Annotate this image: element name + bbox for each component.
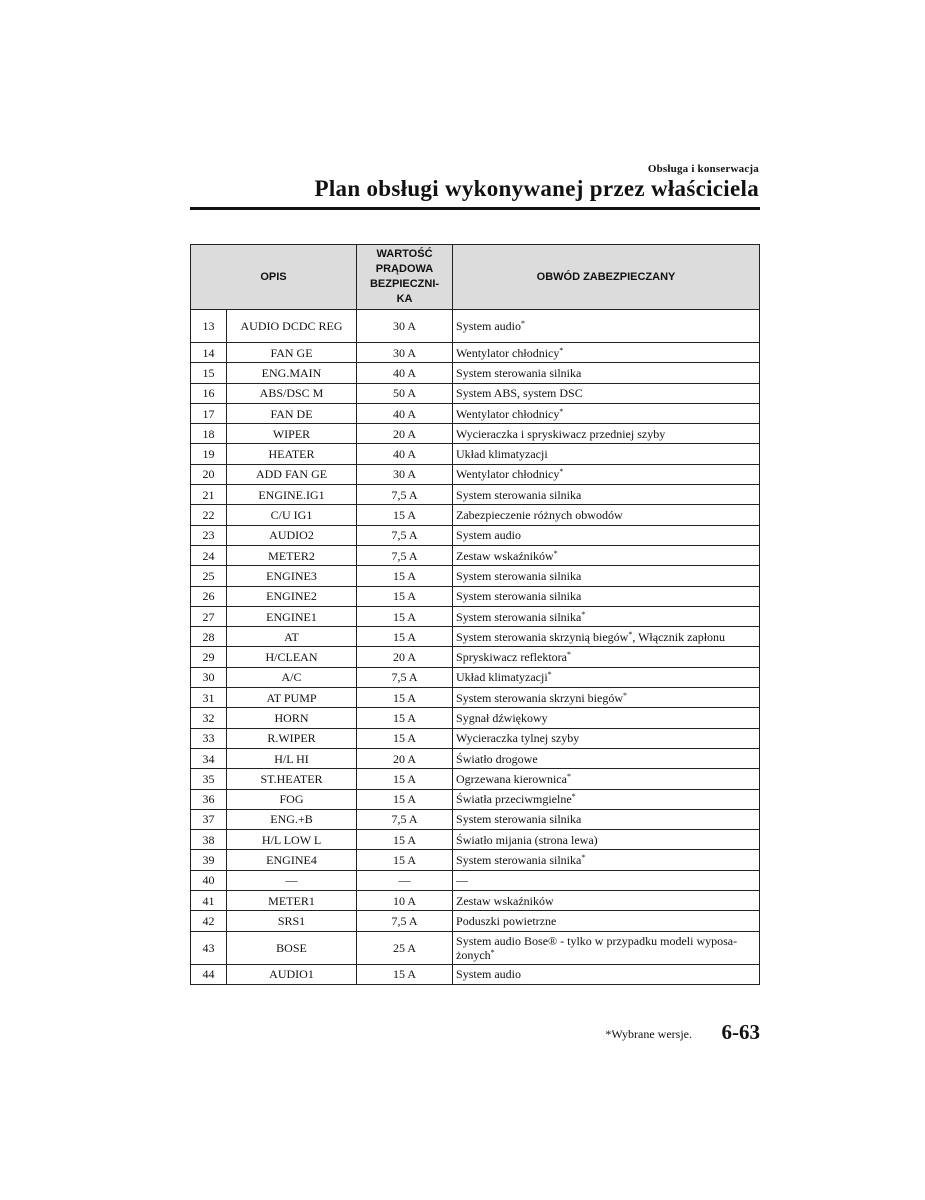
fuse-amperage: 50 A — [357, 383, 453, 403]
fuse-description: SRS1 — [227, 911, 357, 931]
fuse-number: 35 — [191, 769, 227, 789]
protected-circuit: System sterowania silnika — [453, 485, 760, 505]
footnote: *Wybrane wersje. — [605, 1027, 692, 1041]
protected-circuit: System sterowania silnika* — [453, 850, 760, 870]
protected-circuit: System sterowania skrzynią biegów*, Włącznik zapłonu — [453, 627, 760, 647]
table-row — [191, 566, 760, 586]
fuse-description: C/U IG1 — [227, 505, 357, 525]
table-row — [191, 444, 760, 464]
table-row — [191, 383, 760, 403]
fuse-number: 20 — [191, 464, 227, 484]
fuse-number: 44 — [191, 964, 227, 984]
fuse-number: 22 — [191, 505, 227, 525]
fuse-amperage: 20 A — [357, 424, 453, 444]
fuse-description: ENGINE1 — [227, 606, 357, 626]
table-row — [191, 789, 760, 809]
fuse-description: R.WIPER — [227, 728, 357, 748]
fuse-number: 27 — [191, 606, 227, 626]
fuse-description: HORN — [227, 708, 357, 728]
fuse-amperage: 7,5 A — [357, 485, 453, 505]
fuse-number: 34 — [191, 748, 227, 768]
protected-circuit: Zabezpieczenie różnych obwodów — [453, 505, 760, 525]
table-row — [191, 728, 760, 748]
fuse-amperage: 15 A — [357, 830, 453, 850]
fuse-number: 15 — [191, 363, 227, 383]
fuse-description: AUDIO1 — [227, 964, 357, 984]
protected-circuit: System audio Bose® - tylko w przypadku modeli wyposa-żonych* — [453, 931, 760, 964]
protected-circuit: Wentylator chłodnicy* — [453, 403, 760, 423]
protected-circuit: System sterowania silnika — [453, 809, 760, 829]
protected-circuit: Sygnał dźwiękowy — [453, 708, 760, 728]
fuse-description: ENG.MAIN — [227, 363, 357, 383]
fuse-amperage: 15 A — [357, 627, 453, 647]
fuse-table — [190, 244, 760, 985]
protected-circuit: Zestaw wskaźników* — [453, 545, 760, 565]
fuse-number: 25 — [191, 566, 227, 586]
fuse-description: FAN DE — [227, 403, 357, 423]
fuse-amperage: 15 A — [357, 728, 453, 748]
title-divider — [190, 207, 760, 210]
table-row — [191, 964, 760, 984]
fuse-description: H/L LOW L — [227, 830, 357, 850]
fuse-number: 19 — [191, 444, 227, 464]
table-row — [191, 545, 760, 565]
protected-circuit: System ABS, system DSC — [453, 383, 760, 403]
fuse-amperage: 15 A — [357, 688, 453, 708]
table-row — [191, 830, 760, 850]
fuse-amperage: 7,5 A — [357, 911, 453, 931]
table-row — [191, 310, 760, 343]
fuse-amperage: 30 A — [357, 464, 453, 484]
fuse-amperage: 40 A — [357, 403, 453, 423]
table-row — [191, 343, 760, 363]
fuse-amperage: 30 A — [357, 343, 453, 363]
table-row — [191, 931, 760, 964]
protected-circuit: System sterowania silnika — [453, 586, 760, 606]
fuse-number: 24 — [191, 545, 227, 565]
table-header — [191, 245, 760, 310]
fuse-description: METER1 — [227, 891, 357, 911]
protected-circuit: Wentylator chłodnicy* — [453, 464, 760, 484]
fuse-number: 13 — [191, 310, 227, 343]
protected-circuit: Ogrzewana kierownica* — [453, 769, 760, 789]
fuse-number: 31 — [191, 688, 227, 708]
section-label: Obsługa i konserwacja — [647, 163, 759, 175]
fuse-amperage: 7,5 A — [357, 525, 453, 545]
table-row — [191, 688, 760, 708]
table-body — [191, 310, 760, 985]
table-row — [191, 647, 760, 667]
table-row — [191, 424, 760, 444]
fuse-description: ENGINE2 — [227, 586, 357, 606]
fuse-description: ST.HEATER — [227, 769, 357, 789]
fuse-description: H/L HI — [227, 748, 357, 768]
fuse-number: 28 — [191, 627, 227, 647]
fuse-number: 39 — [191, 850, 227, 870]
fuse-amperage: 7,5 A — [357, 809, 453, 829]
fuse-number: 37 — [191, 809, 227, 829]
header-amperage: WARTOŚĆ PRĄDOWA BEZPIECZNI- KA — [357, 245, 453, 310]
fuse-description: FAN GE — [227, 343, 357, 363]
fuse-amperage: 40 A — [357, 363, 453, 383]
table-row — [191, 911, 760, 931]
fuse-number: 38 — [191, 830, 227, 850]
fuse-description: FOG — [227, 789, 357, 809]
fuse-number: 18 — [191, 424, 227, 444]
protected-circuit: Wycieraczka tylnej szyby — [453, 728, 760, 748]
protected-circuit: Poduszki powietrzne — [453, 911, 760, 931]
table-row — [191, 748, 760, 768]
fuse-description: AUDIO2 — [227, 525, 357, 545]
fuse-amperage: — — [357, 870, 453, 890]
table-row — [191, 627, 760, 647]
fuse-amperage: 25 A — [357, 931, 453, 964]
fuse-number: 29 — [191, 647, 227, 667]
table-row — [191, 891, 760, 911]
table-row — [191, 606, 760, 626]
table-row — [191, 769, 760, 789]
protected-circuit: System sterowania silnika — [453, 566, 760, 586]
fuse-amperage: 15 A — [357, 606, 453, 626]
table-row — [191, 525, 760, 545]
protected-circuit: System sterowania silnika* — [453, 606, 760, 626]
fuse-number: 30 — [191, 667, 227, 687]
fuse-description: ENGINE3 — [227, 566, 357, 586]
protected-circuit: System audio — [453, 964, 760, 984]
fuse-amperage: 7,5 A — [357, 545, 453, 565]
table-row — [191, 809, 760, 829]
table-row — [191, 403, 760, 423]
fuse-description: — — [227, 870, 357, 890]
fuse-description: H/CLEAN — [227, 647, 357, 667]
fuse-number: 42 — [191, 911, 227, 931]
table-row — [191, 708, 760, 728]
protected-circuit: Układ klimatyzacji — [453, 444, 760, 464]
fuse-number: 36 — [191, 789, 227, 809]
protected-circuit: System audio* — [453, 310, 760, 343]
fuse-description: AT PUMP — [227, 688, 357, 708]
protected-circuit: Spryskiwacz reflektora* — [453, 647, 760, 667]
fuse-amperage: 15 A — [357, 769, 453, 789]
fuse-number: 17 — [191, 403, 227, 423]
fuse-description: ADD FAN GE — [227, 464, 357, 484]
protected-circuit: System sterowania skrzyni biegów* — [453, 688, 760, 708]
protected-circuit: System sterowania silnika — [453, 363, 760, 383]
fuse-description: AUDIO DCDC REG — [227, 310, 357, 343]
page-number: 6-63 — [721, 1020, 760, 1044]
fuse-amperage: 15 A — [357, 505, 453, 525]
fuse-description: ENG.+B — [227, 809, 357, 829]
fuse-description: ABS/DSC M — [227, 383, 357, 403]
fuse-description: BOSE — [227, 931, 357, 964]
fuse-amperage: 15 A — [357, 964, 453, 984]
fuse-amperage: 10 A — [357, 891, 453, 911]
fuse-amperage: 15 A — [357, 789, 453, 809]
header-circuit: OBWÓD ZABEZPIECZANY — [453, 245, 760, 310]
table-row — [191, 363, 760, 383]
table-row — [191, 464, 760, 484]
fuse-amperage: 30 A — [357, 310, 453, 343]
fuse-number: 43 — [191, 931, 227, 964]
table-row — [191, 586, 760, 606]
header-opis: OPIS — [191, 245, 357, 310]
fuse-description: A/C — [227, 667, 357, 687]
fuse-number: 26 — [191, 586, 227, 606]
table-row — [191, 485, 760, 505]
fuse-description: WIPER — [227, 424, 357, 444]
fuse-number: 41 — [191, 891, 227, 911]
fuse-amperage: 15 A — [357, 586, 453, 606]
fuse-description: ENGINE4 — [227, 850, 357, 870]
fuse-number: 33 — [191, 728, 227, 748]
protected-circuit: Zestaw wskaźników — [453, 891, 760, 911]
fuse-amperage: 20 A — [357, 647, 453, 667]
protected-circuit: System audio — [453, 525, 760, 545]
table-row — [191, 505, 760, 525]
fuse-description: AT — [227, 627, 357, 647]
protected-circuit: Wentylator chłodnicy* — [453, 343, 760, 363]
fuse-amperage: 40 A — [357, 444, 453, 464]
table-row — [191, 850, 760, 870]
fuse-number: 23 — [191, 525, 227, 545]
protected-circuit: Układ klimatyzacji* — [453, 667, 760, 687]
fuse-amperage: 15 A — [357, 850, 453, 870]
fuse-number: 21 — [191, 485, 227, 505]
protected-circuit: — — [453, 870, 760, 890]
fuse-number: 32 — [191, 708, 227, 728]
protected-circuit: Światło drogowe — [453, 748, 760, 768]
fuse-amperage: 7,5 A — [357, 667, 453, 687]
table-row — [191, 870, 760, 890]
fuse-number: 14 — [191, 343, 227, 363]
fuse-number: 40 — [191, 870, 227, 890]
protected-circuit: Światło mijania (strona lewa) — [453, 830, 760, 850]
protected-circuit: Wycieraczka i spryskiwacz przedniej szyby — [453, 424, 760, 444]
table-row — [191, 667, 760, 687]
protected-circuit: Światła przeciwmgielne* — [453, 789, 760, 809]
page-title: Plan obsługi wykonywanej przez właściciela — [314, 176, 759, 201]
fuse-amperage: 20 A — [357, 748, 453, 768]
fuse-description: ENGINE.IG1 — [227, 485, 357, 505]
fuse-description: METER2 — [227, 545, 357, 565]
fuse-amperage: 15 A — [357, 566, 453, 586]
fuse-number: 16 — [191, 383, 227, 403]
fuse-description: HEATER — [227, 444, 357, 464]
fuse-amperage: 15 A — [357, 708, 453, 728]
